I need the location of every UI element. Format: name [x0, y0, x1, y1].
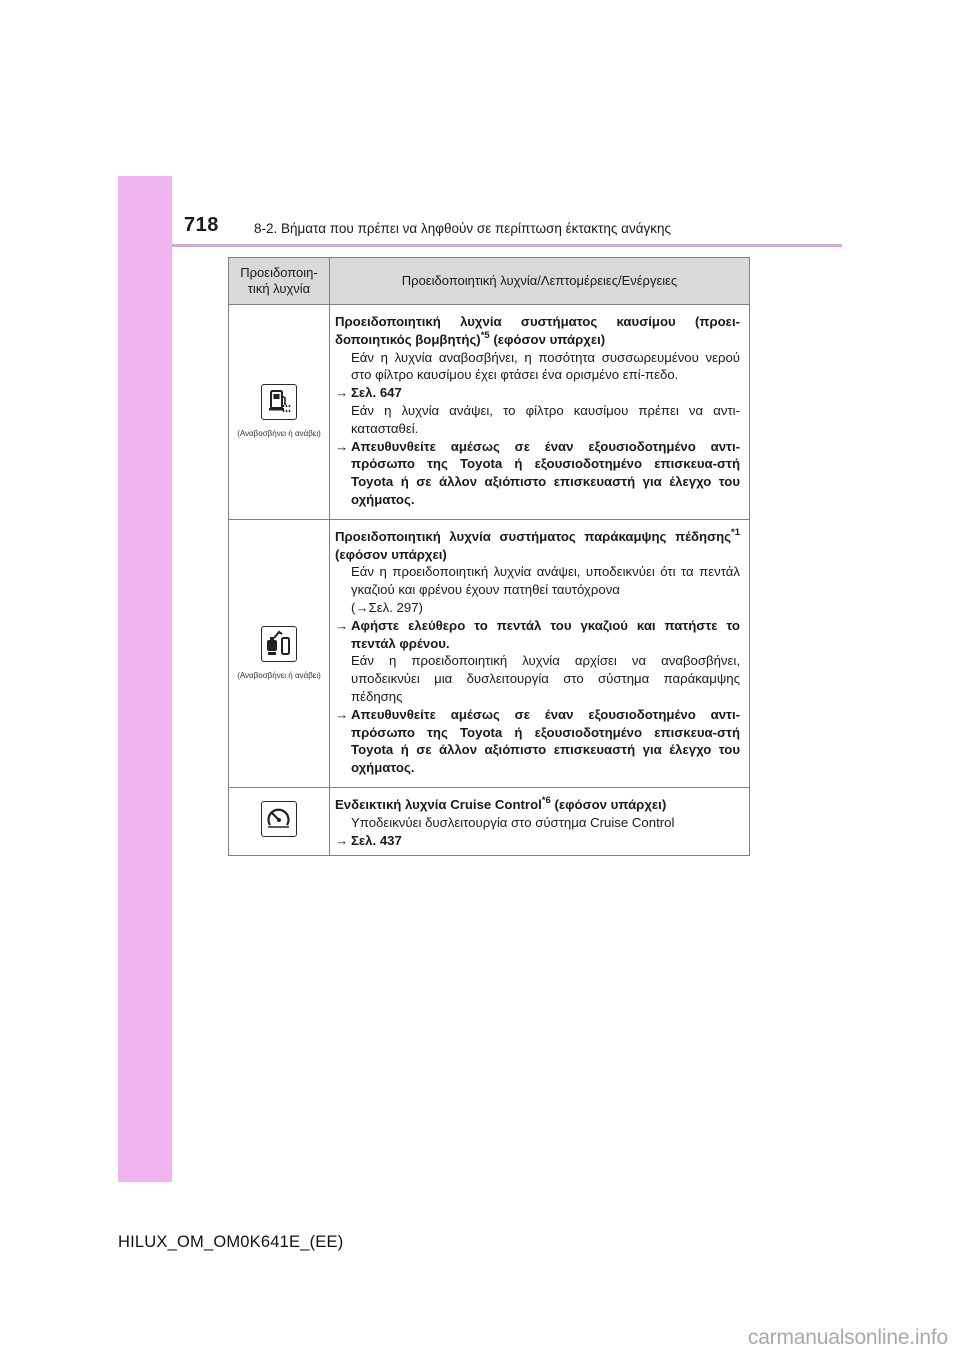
page-reference-link[interactable]: (→Σελ. 297): [351, 599, 423, 615]
col-header-lamp-text: Προειδοποιη- τική λυχνία: [240, 265, 318, 296]
page-reference-text: Σελ. 647: [351, 385, 402, 401]
footnote-marker: *6: [541, 794, 551, 806]
page-number: 718: [184, 214, 219, 236]
table-row: [229, 305, 750, 520]
lamp-cell: [229, 305, 330, 520]
entry-title: [335, 528, 740, 564]
lamp-caption: (Αναβοσβήνει ή ανάβει): [237, 670, 321, 680]
entry-title-text: Προειδοποιητική λυχνία συστήματος παράκαμψης πέδησης: [335, 528, 732, 544]
action-line: [335, 438, 740, 509]
page-header: [172, 212, 842, 248]
lamp-cell: [229, 519, 330, 787]
entry-title-suffix: (εφόσον υπάρχει): [489, 331, 606, 347]
page-reference-link[interactable]: [335, 384, 740, 402]
cruise-control-indicator-icon: [261, 801, 297, 837]
lamp-cell: [229, 787, 330, 855]
col-header-details: Προειδοποιητική λυχνία/Λεπτομέρειες/Ενέργειες: [330, 258, 750, 305]
footnote-marker: *1: [731, 526, 740, 538]
description-text: Εάν η προειδοποιητική λυχνία αρχίσει να αναβοσβήνει, υποδεικνύει μια δυσλειτουργία στο σύστημα παράκαμψης πέδησης: [351, 653, 740, 704]
description-text: Εάν η προειδοποιητική λυχνία ανάψει, υποδεικνύει ότι τα πεντάλ γκαζιού και φρένου έχουν πατηθεί ταυτόχρονα: [351, 564, 740, 598]
entry-title: [335, 796, 740, 814]
action-text: Απευθυνθείτε αμέσως σε έναν εξουσιοδοτημένο αντι-πρόσωπο της Toyota ή εξουσιοδοτημένο επισκευα-στή Toyota ή σε άλλον αξιόπιστο επισκευαστή για έλεγχο του οχήματος.: [351, 438, 740, 507]
brake-override-warning-icon: [261, 626, 297, 662]
side-color-band: [118, 176, 172, 1182]
section-title: 8-2. Βήματα που πρέπει να ληφθούν σε περίπτωση έκτακτης ανάγκης: [254, 221, 672, 236]
details-cell: [330, 305, 750, 520]
description-text: Εάν η λυχνία ανάψει, το φίλτρο καυσίμου πρέπει να αντι-κατασταθεί.: [351, 402, 740, 436]
action-line: [335, 706, 740, 777]
table-header-row: [229, 258, 750, 305]
entry-title: [335, 313, 740, 349]
lamp-caption: (Αναβοσβήνει ή ανάβει): [237, 429, 321, 439]
entry-title-suffix: (εφόσον υπάρχει): [335, 546, 447, 562]
action-text: Απευθυνθείτε αμέσως σε έναν εξουσιοδοτημένο αντι-πρόσωπο της Toyota ή εξουσιοδοτημένο επισκευα-στή Toyota ή σε άλλον αξιόπιστο επισκευαστή για έλεγχο του οχήματος.: [351, 706, 740, 776]
page-reference-text: Σελ. 437: [351, 832, 402, 848]
footnote-marker: *5: [480, 329, 490, 341]
arrow-right-icon: →: [335, 832, 349, 848]
manual-code: HILUX_OM_OM0K641E_(EE): [118, 1233, 344, 1251]
entry-title-text: Προειδοποιητική λυχνία συστήματος καυσίμου (προει-δοποιητικός βομβητής): [335, 314, 740, 347]
arrow-right-icon: →: [335, 617, 349, 633]
table-row: [229, 519, 750, 787]
details-cell: [330, 787, 750, 855]
action-text: Αφήστε ελεύθερο το πεντάλ του γκαζιού και πατήστε το πεντάλ φρένου.: [351, 617, 740, 651]
arrow-right-icon: →: [335, 385, 349, 401]
watermark: carmanualsonline.info: [747, 1326, 948, 1349]
entry-title-text: Ενδεικτική λυχνία Cruise Control: [335, 796, 542, 812]
header-divider: [172, 244, 842, 247]
description-text: Εάν η λυχνία αναβοσβήνει, η ποσότητα συσσωρευμένου νερού στο φίλτρο καυσίμου έχει φτάσει ένα ορισμένο επί-πεδο.: [351, 349, 740, 383]
action-line: [335, 617, 740, 653]
arrow-right-icon: →: [335, 438, 349, 454]
col-header-lamp: [229, 258, 330, 305]
table-row: [229, 787, 750, 855]
fuel-filter-warning-icon: [261, 384, 297, 420]
warning-lights-table: [228, 257, 750, 856]
entry-title-suffix: (εφόσον υπάρχει): [550, 796, 667, 812]
arrow-right-icon: →: [335, 706, 349, 722]
description-text: Υποδεικνύει δυσλειτουργία στο σύστημα Cruise Control: [351, 814, 675, 830]
details-cell: [330, 519, 750, 787]
page-reference-link[interactable]: [335, 832, 740, 850]
